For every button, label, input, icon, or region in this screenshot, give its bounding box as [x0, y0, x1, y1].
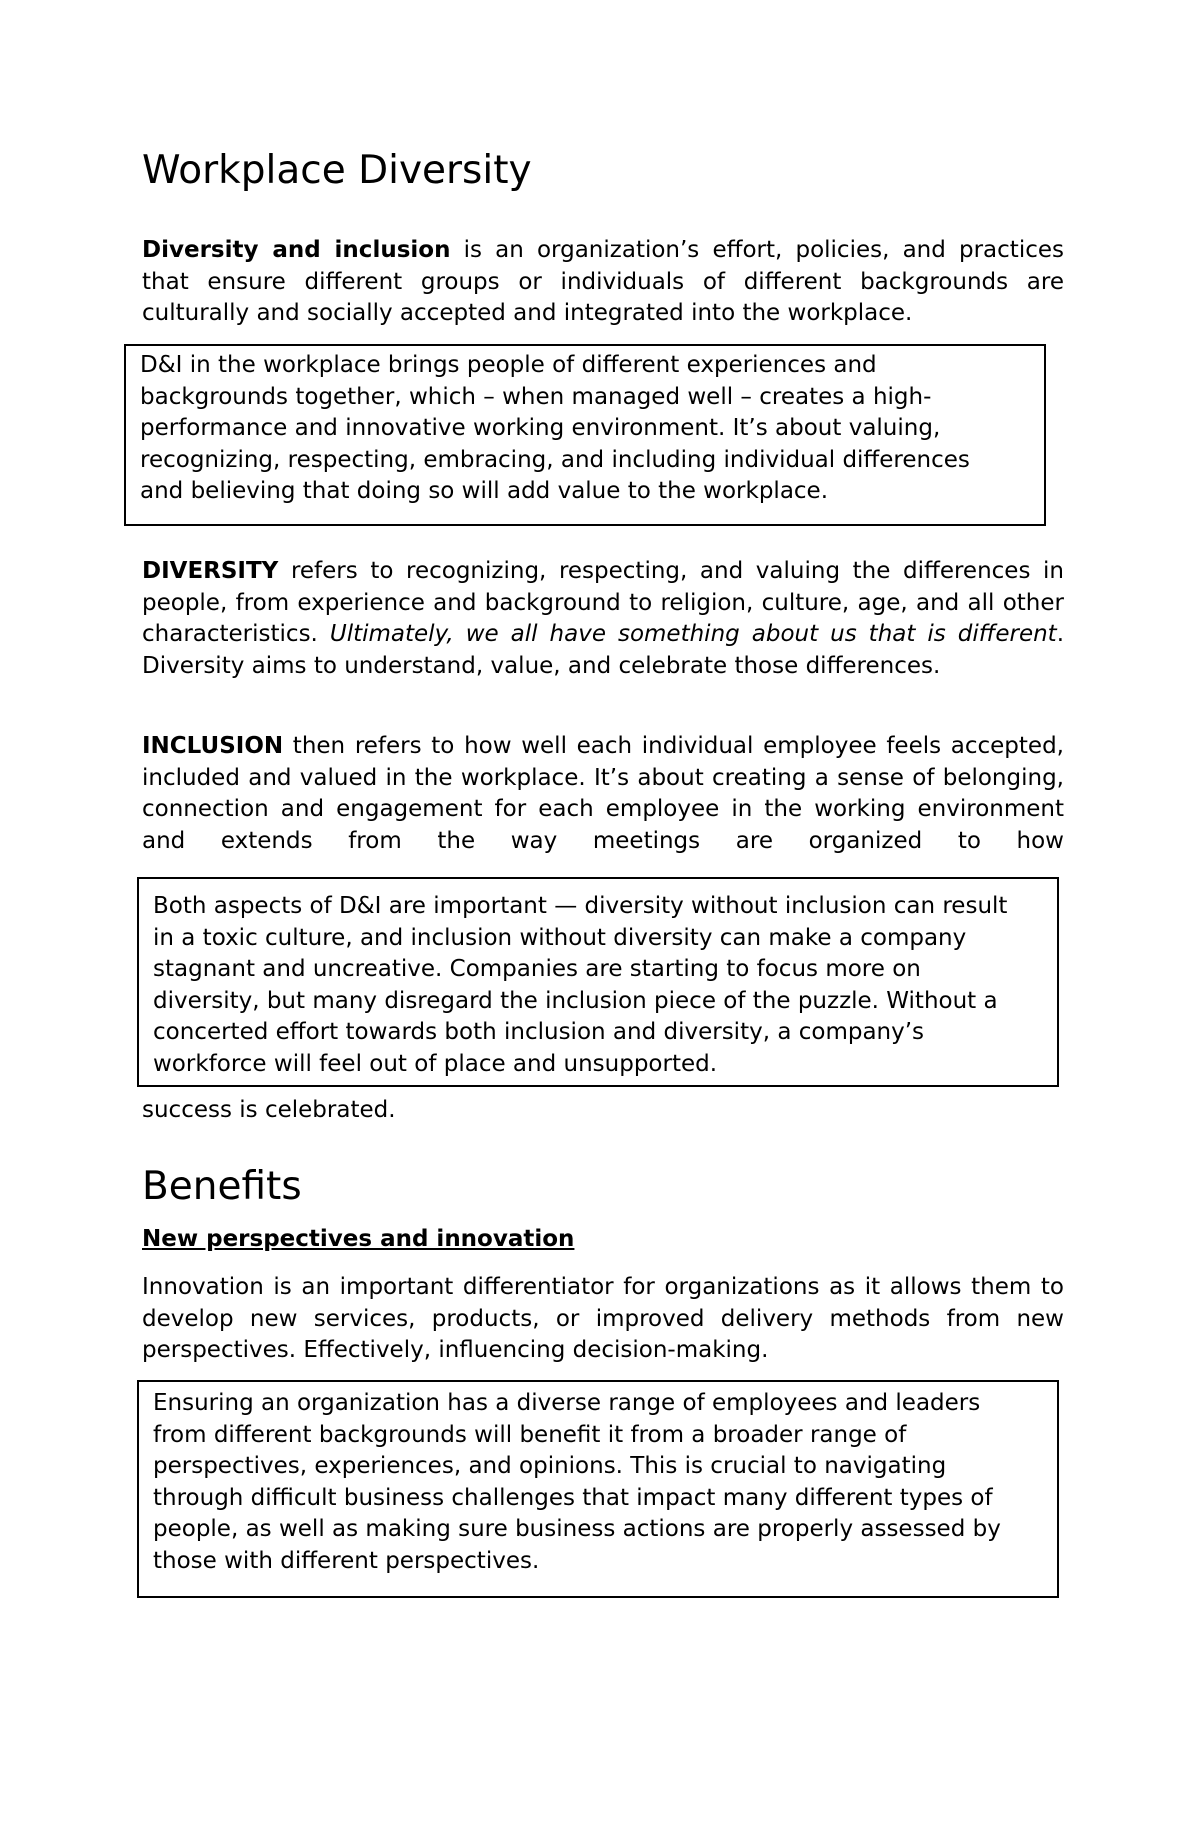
callout-text: D&I in the workplace brings people of different experiences and backgrounds together, which – when managed well – creates a high-performance and innovative working environment. It’s about valuing, recognizing, respecting, embracing, and including individual differences and believing that doing so will add value to the workplace. — [140, 352, 970, 504]
intro-term: Diversity and inclusion — [142, 237, 451, 263]
callout-box-diverse-range — [137, 1380, 1059, 1598]
callout-text: Ensuring an organization has a diverse range of employees and leaders from different backgrounds will benefit it from a broader range of perspectives, experiences, and opinions. This is crucial to navigating through difficult business challenges that impact many different types of people, as well as making sure business actions are properly assessed by those with different perspectives. — [153, 1390, 1001, 1574]
diversity-term: DIVERSITY — [142, 558, 279, 584]
callout-box-dni-workplace — [124, 344, 1046, 526]
benefits-heading: Benefits — [142, 1164, 302, 1209]
inclusion-continuation: success is celebrated. — [142, 1097, 396, 1123]
intro-text: is an organization’s effort, policies, and practices that ensure different groups or individuals of different backgrounds are culturally and socially accepted and integrated into the workplace. — [142, 237, 1064, 326]
page-title: Workplace Diversity — [142, 148, 532, 193]
diversity-text-b: . Diversity aims to understand, value, and celebrate those differences. — [142, 621, 1065, 679]
benefits-subheading: New perspectives and innovation — [142, 1226, 575, 1252]
inclusion-text: then refers to how well each individual employee feels accepted, included and valued in the workplace. It’s about creating a sense of belonging, connection and engagement for each employee in the working environment and extends from the way meetings are organized to how — [142, 733, 1064, 854]
inclusion-paragraph — [142, 731, 1064, 857]
callout-box-dni-aspects — [137, 877, 1059, 1087]
intro-paragraph — [142, 235, 1064, 330]
callout-text: Both aspects of D&I are important — diversity without inclusion can result in a toxic culture, and inclusion without diversity can make a company stagnant and uncreative. Companies are starting to focus more on diversity, but many disregard the inclusion piece of the puzzle. Without a concerted effort towards both inclusion and diversity, a company’s workforce will feel out of place and unsupported. — [153, 893, 1008, 1077]
benefits-paragraph: Innovation is an important differentiator for organizations as it allows them to develop new services, products, or improved delivery methods from new perspectives. Effectively, influencing decision-making. — [142, 1274, 1064, 1363]
diversity-paragraph — [142, 556, 1064, 682]
diversity-text-a: refers to recognizing, respecting, and valuing the differences in people, from experience and background to religion, culture, age, and all other characteristics. — [142, 558, 1064, 647]
diversity-italic-text: Ultimately, we all have something about us that is different — [329, 621, 1057, 647]
inclusion-term: INCLUSION — [142, 733, 284, 759]
